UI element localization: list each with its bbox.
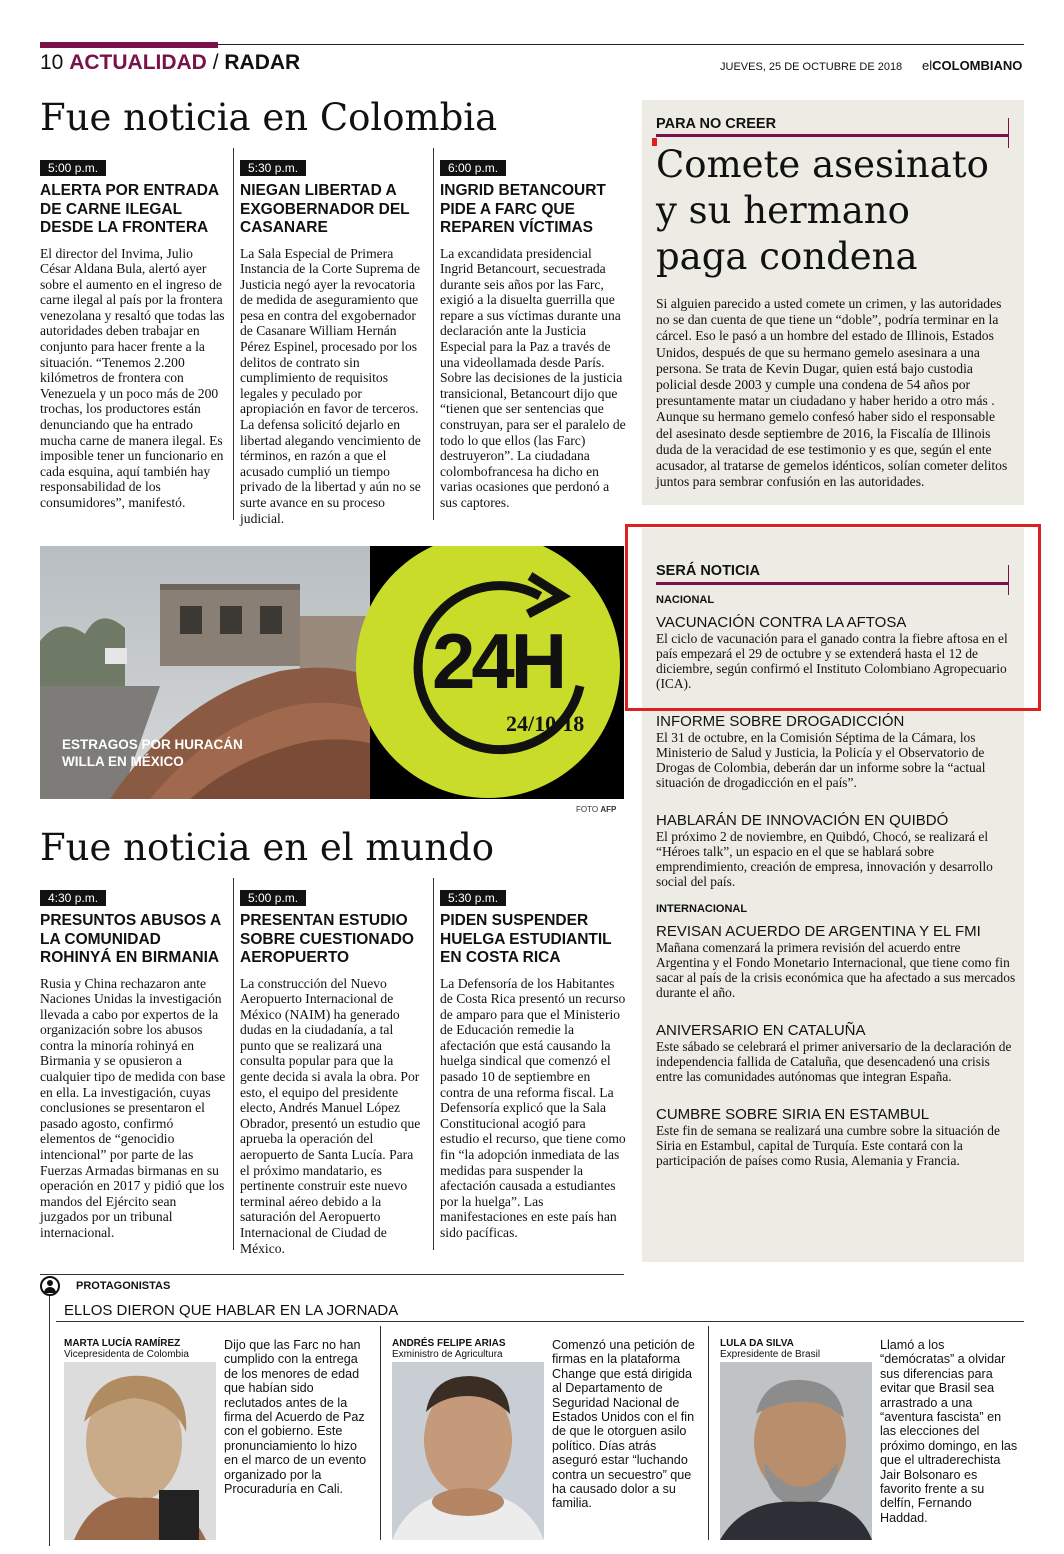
protagonist-name: ANDRÉS FELIPE ARIAS (392, 1338, 506, 1349)
page-number: 10 (40, 51, 64, 74)
para-no-creer-headline: Comete asesinato y su hermano paga condena (656, 143, 989, 278)
mundo-column-3 (440, 887, 626, 1241)
time-badge: 6:00 p.m. (440, 160, 506, 176)
page-header (40, 51, 300, 75)
time-badge: 4:30 p.m. (40, 890, 106, 906)
nacional-label: NACIONAL (656, 594, 715, 606)
protagonist-divider (380, 1326, 381, 1540)
sera-noticia-item-title: ANIVERSARIO EN CATALUÑA (656, 1022, 866, 1039)
protagonist-quote: Dijo que las Farc no han cumplido con la entrega de los menores de edad que habían sido reclutados antes de la firma del Acuerdo de Paz con el gobierno. Este pronunciamiento lo hizo en el marco de un evento organizado por la Procuraduría en Cali. (224, 1338, 367, 1497)
para-no-creer-body: Si alguien parecido a usted comete un crimen, y las autoridades no se dan cuenta de que tiene un “doble”, podría terminar en la cárcel. Eso le pasó a un hombre del estado de Illinois, Estados Unidos, después de que su hermano gemelo asesinara a una persona. Se trata de Kevin Dugar, quien está bajo custodia policial desde 2003 y cumple una condena de 54 años por presuntamente matar un ciudadano y haber herido a otro más . Aunque su hermano gemelo confesó haber sido el responsable del asesinato desde septiembre de 2016, la Fiscalía de Illinois duda de la veracidad de ese testimonio y es que, según el ente acusador, al tratarse de gemelos idénticos, solían cometer delitos juntos para sembrar confusión en las autoridades. (656, 296, 1008, 490)
protagonistas-subtitle: ELLOS DIERON QUE HABLAR EN LA JORNADA (64, 1302, 399, 1319)
protagonist-card (392, 1338, 506, 1360)
protagonist-card (720, 1338, 820, 1360)
list-item (656, 1022, 1016, 1084)
protagonist-quote: Llamó a los “demócratas” a olvidar sus diferencias para evitar que Brasil sea arrastrado a una “aventura fascista” en las elecciones del próximo domingo, en las que el ultraderechista Jair Bolsonaro es favorito frente a su delfín, Fernando Haddad. (880, 1338, 1018, 1525)
kicker-rule (656, 134, 1008, 137)
article-headline: NIEGAN LIBERTAD A EXGOBERNADOR DEL CASANARE (240, 182, 410, 236)
article-body: El director del Invima, Julio César Aldana Bula, alertó ayer sobre el aumento en el ingreso de carne ilegal al país por la frontera venezolana y resaltó que todas las autoridades deben trabajar en conjunto para hacer frente a la situación. “Tenemos 2.200 kilómetros de frontera con Venezuela y un poco más de 200 trochas, los productores están denunciando que ha entrado mucha carne de manera ilegal. Es imposible tener un funcionario en cada esquina, aquí también hay responsabilidad de los consumidores”, manifestó. (40, 245, 225, 510)
time-badge: 5:00 p.m. (240, 890, 306, 906)
protagonistas-sub-rule (56, 1321, 1024, 1322)
protagonist-photo (720, 1362, 872, 1540)
protagonist-photo (64, 1362, 216, 1540)
highlight-box (625, 524, 1041, 711)
protagonistas-label: PROTAGONISTAS (76, 1280, 171, 1292)
article-body: Rusia y China rechazaron ante Naciones Unidas la investigación llevada a cabo por expertos de la organización sobre los abusos contra la minoría rohinyá en Birmania y se opusieron a cualquier tipo de medida con base en ella. La investigación, cuyas conclusiones se presentaron el pasado agosto, confirmó elementos de “genocidio intencional” por parte de las Fuerzas Armadas birmanas en su operación en 2017 y pidió que los mandos del Ejército sean juzgados por un tribunal internacional. (40, 975, 226, 1240)
sera-noticia-item-body: Este fin de semana se realizará una cumbre sobre la situación de Siria en Estambul, capital de Turquía. Este contará con la participación de países como Rusia, Alemania y Francia. (656, 1123, 1000, 1168)
protagonist-role: Vicepresidenta de Colombia (64, 1349, 189, 1360)
photo-caption: ESTRAGOS POR HURACÁN WILLA EN MÉXICO (62, 737, 243, 769)
time-badge: 5:30 p.m. (240, 160, 306, 176)
sera-noticia-item-body: El ciclo de vacunación para el ganado contra la fiebre aftosa en el país empezará el 29 de octubre y se extenderá hasta el 12 de diciembre, según confirmó el Instituto Colombiano Agropecuario (ICA). (656, 631, 1008, 691)
header-accent-bar (40, 42, 218, 48)
article-headline: INGRID BETANCOURT PIDE A FARC QUE REPAREN VÍCTIMAS (440, 182, 606, 236)
brand-logo: elCOLOMBIANO (922, 58, 1023, 73)
sera-noticia-item-body: El próximo 2 de noviembre, en Quibdó, Chocó, se realizará el “Héroes talk”, un espacio en el que se hablará sobre emprendimiento, creación de empresa, innovación y desarrollo social del país. (656, 829, 993, 889)
article-headline: ALERTA POR ENTRADA DE CARNE ILEGAL DESDE LA FRONTERA (40, 182, 219, 236)
para-no-creer-kicker: PARA NO CREER (656, 116, 777, 132)
colombia-section-title: Fue noticia en Colombia (40, 96, 498, 139)
article-body: La Sala Especial de Primera Instancia de la Corte Suprema de Justicia negó ayer la revocatoria de medida de aseguramiento que pesa en contra del exgobernador de Casanare William Hernán Pérez Espinel, procesado por los delitos de contrato sin cumplimiento de requisitos legales y peculado por apropiación en favor de terceros. La defensa solicitó dejarlo en libertad alegando vencimiento de términos, en razón a que el acusado cumplió un tiempo privado de la libertad y aún no se surte avance en su proceso judicial. (240, 245, 421, 526)
colombia-column-2 (240, 157, 426, 526)
article-body: La Defensoría de los Habitantes de Costa Rica presentó un recurso de amparo para que el Ministerio de Educación remedie la afectación que está causando la huelga sindical que comenzó el pasado 10 de septiembre en contra de una reforma fiscal. La Defensoría explicó que la Sala Constitucional acogió para estudio el recurso, que tiene como fin “la adopción inmediata de las medidas para suspender la afectación causada a estudiantes por la huelga”. Las manifestaciones en este país han sido pacíficas. (440, 975, 626, 1240)
sera-noticia-kicker: SERÁ NOTICIA (656, 563, 760, 579)
sera-noticia-item-title: CUMBRE SOBRE SIRIA EN ESTAMBUL (656, 1106, 930, 1123)
time-badge: 5:30 p.m. (440, 890, 506, 906)
protagonist-card (64, 1338, 189, 1360)
mundo-section-title: Fue noticia en el mundo (40, 826, 495, 869)
article-headline: PRESUNTOS ABUSOS A LA COMUNIDAD ROHINYÁ EN BIRMANIA (40, 912, 221, 966)
page-date: JUEVES, 25 DE OCTUBRE DE 2018 (720, 61, 903, 73)
column-divider (233, 878, 234, 1250)
protagonist-name: MARTA LUCÍA RAMÍREZ (64, 1338, 181, 1349)
list-item (656, 713, 1016, 790)
list-item (656, 923, 1016, 1000)
article-body: La construcción del Nuevo Aeropuerto Internacional de México (NAIM) ha generado dudas en la ciudadanía, a tal punto que se realizará una consulta popular para que la gente decida si avala la obra. Por esto, el equipo del presidente electo, Andrés Manuel López Obrador, presentó un estudio que aprueba la operación del aeropuerto de Santa Lucía. Para el próximo mandatario, es pertinente construir este nuevo terminal aéreo debido a la saturación del Aeropuerto Internacional de Ciudad de México. (240, 975, 421, 1256)
photo-credit: FOTO AFP (576, 805, 617, 814)
sera-noticia-item-title: VACUNACIÓN CONTRA LA AFTOSA (656, 614, 907, 631)
protagonistas-vline (49, 1296, 50, 1546)
mundo-column-2 (240, 887, 426, 1256)
colombia-column-1 (40, 157, 226, 511)
column-divider (433, 878, 434, 1250)
kicker-tick (1008, 118, 1009, 148)
protagonist-photo (392, 1362, 544, 1540)
sera-noticia-item-body: Mañana comenzará la primera revisión del acuerdo entre Argentina y el Fondo Monetario Internacional, que tiene como fin sacar al país de la crisis económica que ha afectado a sus mercados durante el año. (656, 940, 1016, 1000)
list-item (656, 812, 1016, 889)
section-name: ACTUALIDAD (69, 51, 207, 74)
article-headline: PIDEN SUSPENDER HUELGA ESTUDIANTIL EN COSTA RICA (440, 912, 612, 966)
section-separator: / (212, 51, 219, 74)
article-body: La excandidata presidencial Ingrid Betancourt, secuestrada durante seis años por las Farc, exigió a la disuelta guerrilla que repare a sus víctimas durante una declaración ante la Justicia Especial para la Paz a través de una videollamada desde París. Sobre las decisiones de la justicia transicional, Betancourt dijo que “tienen que ser sentencias que construyan, para ser el paralelo de todo lo que ellos (las Farc) destruyeron”. La ciudadana colombofrancesa ha dicho en varias ocasiones que perdonó a sus captores. (440, 245, 626, 510)
protagonist-quote: Comenzó una petición de firmas en la plataforma Change que está dirigida al Departamento de Seguridad Nacional de Estados Unidos con el fin de que le otorguen asilo político. Días atrás aseguró estar “luchando contra un secuestro” que ha causado dolor a su familia. (552, 1338, 695, 1511)
column-divider (233, 148, 234, 520)
internacional-label: INTERNACIONAL (656, 903, 748, 915)
sera-noticia-item-body: El 31 de octubre, en la Comisión Séptima de la Cámara, los Ministerio de Salud y Justicia, la Policía y el Observatorio de Drogas de Colombia, deberán dar un informe sobre la “actual situación de drogadicción en el país”. (656, 730, 986, 790)
protagonist-name: LULA DA SILVA (720, 1338, 794, 1349)
protagonist-role: Expresidente de Brasil (720, 1349, 821, 1360)
person-icon (40, 1276, 60, 1296)
column-divider (433, 148, 434, 520)
colombia-column-3 (440, 157, 626, 511)
list-item (656, 1106, 1016, 1168)
sera-noticia-item-body: Este sábado se celebrará el primer aniversario de la declaración de independencia fallida de Cataluña, que desencadenó una crisis entre las comunidades autónomas que integran España. (656, 1039, 1012, 1084)
subsection-name: RADAR (224, 51, 301, 74)
protagonist-divider (708, 1326, 709, 1540)
sera-noticia-item-title: REVISAN ACUERDO DE ARGENTINA Y EL FMI (656, 923, 981, 940)
24h-logo-text: 24H (432, 617, 564, 705)
mundo-column-1 (40, 887, 226, 1241)
protagonistas-rule (40, 1274, 624, 1275)
protagonist-role: Exministro de Agricultura (392, 1349, 503, 1360)
time-badge: 5:00 p.m. (40, 160, 106, 176)
news-photo (40, 546, 624, 799)
24h-logo-date: 24/10/18 (506, 711, 585, 736)
header-rule (218, 44, 1024, 45)
sera-noticia-item-title: HABLARÁN DE INNOVACIÓN EN QUIBDÓ (656, 812, 949, 829)
article-headline: PRESENTAN ESTUDIO SOBRE CUESTIONADO AEROPUERTO (240, 912, 414, 966)
sera-noticia-item-title: INFORME SOBRE DROGADICCIÓN (656, 713, 905, 730)
